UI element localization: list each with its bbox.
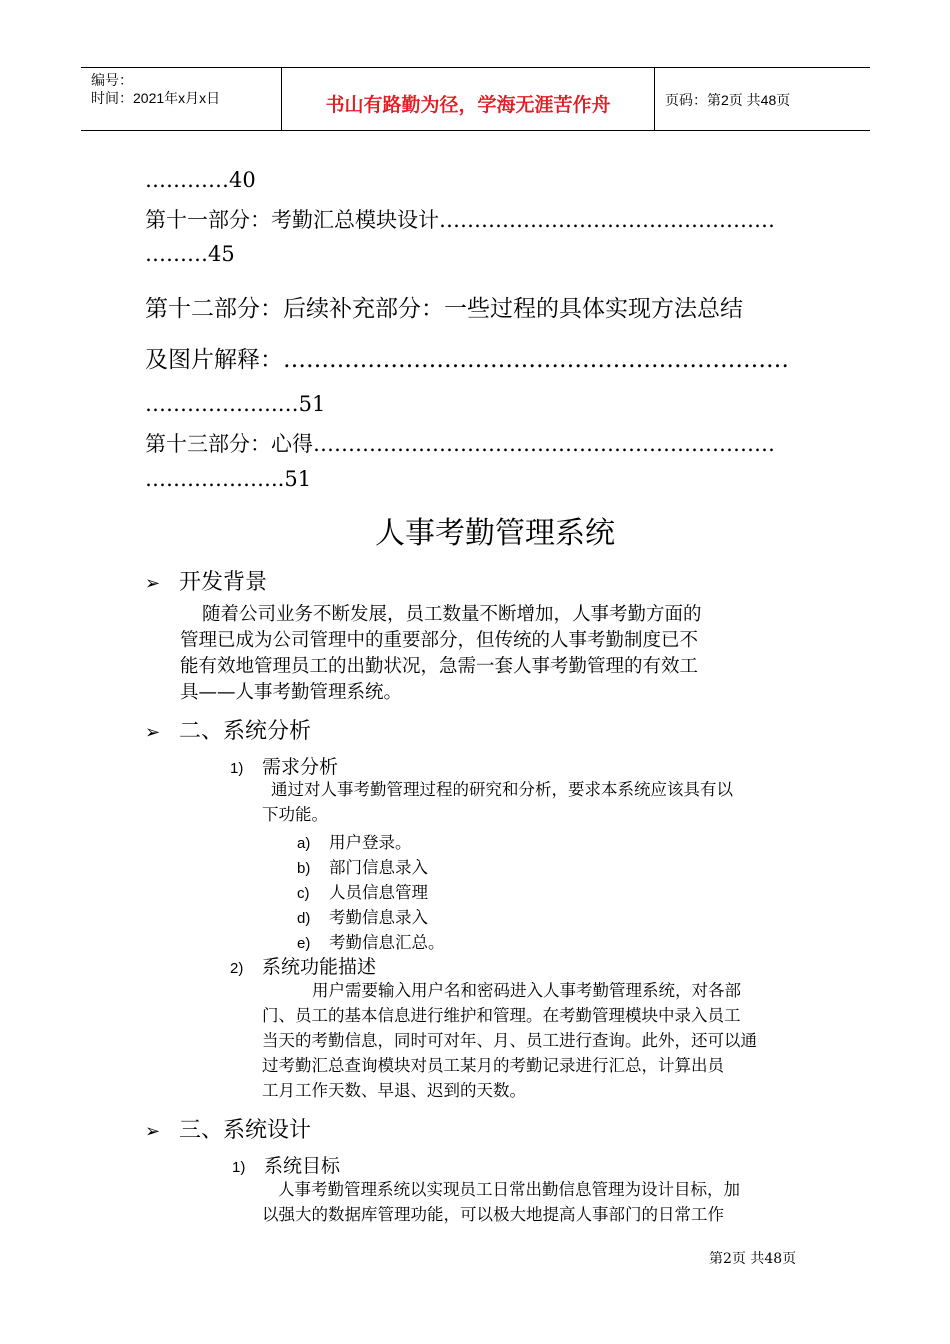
toc-line: 第十一部分：考勤汇总模块设计…………………………………………: [145, 208, 775, 232]
toc-line: …………40: [145, 168, 256, 192]
list-item: e) 考勤信息汇总。: [297, 933, 445, 952]
header-info-cell: [81, 68, 282, 130]
subsection-paragraph: 用户需要输入用户名和密码进入人事考勤管理系统，对各部 门、员工的基本信息进行维护和管理。在考勤管理模块中录入员工 当天的考勤信息，同时可对年、月、员工进行查询。此外，还可以通 过考勤汇总查询模块对员工某月的考勤记录进行汇总，计算出员 工月工作天数、早退、迟到的天数。: [262, 981, 757, 1100]
header-page-cell: [655, 68, 870, 130]
subsection-paragraph: 通过对人事考勤管理过程的研究和分析，要求本系统应该具有以 下功能。: [262, 780, 733, 824]
time-label: 时间：2021年x月x日: [91, 90, 221, 106]
arrow-bullet-icon: ➢: [145, 1121, 161, 1142]
page-header: [81, 67, 870, 131]
subsection-heading: 1) 需求分析: [230, 756, 339, 778]
arrow-bullet-icon: ➢: [145, 573, 161, 594]
subsection-paragraph: 人事考勤管理系统以实现员工日常出勤信息管理为设计目标，加 以强大的数据库管理功能，可以极大地提高人事部门的日常工作: [262, 1180, 740, 1224]
header-motto-cell: [282, 68, 655, 130]
section-paragraph: 随着公司业务不断发展，员工数量不断增加，人事考勤方面的 管理已成为公司管理中的重要部分，但传统的人事考勤制度已不 能有效地管理员工的出勤状况，急需一套人事考勤管理的有效工 具——人事考勤管理系统。: [180, 604, 702, 703]
subsection-heading: 1) 系统目标: [232, 1155, 341, 1177]
toc-line: 第十三部分：心得…………………………………………………………: [145, 432, 775, 456]
toc-line: ………………..51: [145, 467, 312, 491]
page-number: 页码：第2页 共48页: [665, 92, 791, 108]
toc-line: ……………….…51: [145, 392, 326, 416]
document-title: 人事考勤管理系统: [375, 516, 615, 551]
page-footer: 第2页 共48页: [709, 1251, 797, 1267]
section-heading: ➢ 开发背景: [145, 570, 268, 595]
motto: 书山有路勤为径，学海无涯苦作舟: [325, 94, 611, 116]
arrow-bullet-icon: ➢: [145, 722, 161, 743]
list-item: c) 人员信息管理: [297, 883, 428, 902]
section-heading: ➢ 二、系统分析: [145, 719, 312, 744]
subsection-heading: 2) 系统功能描述: [230, 956, 377, 978]
list-item: d) 考勤信息录入: [297, 908, 428, 927]
list-item: b) 部门信息录入: [297, 858, 428, 877]
toc-line: 第十二部分：后续补充部分：一些过程的具体实现方法总结: [145, 296, 743, 322]
section-heading: ➢ 三、系统设计: [145, 1118, 312, 1143]
toc-line: ………45: [145, 242, 235, 266]
toc-line: 及图片解释：…………………………………………………………: [145, 347, 789, 373]
list-item: a) 用户登录。: [297, 833, 412, 852]
number-label: 编号：: [91, 72, 133, 88]
